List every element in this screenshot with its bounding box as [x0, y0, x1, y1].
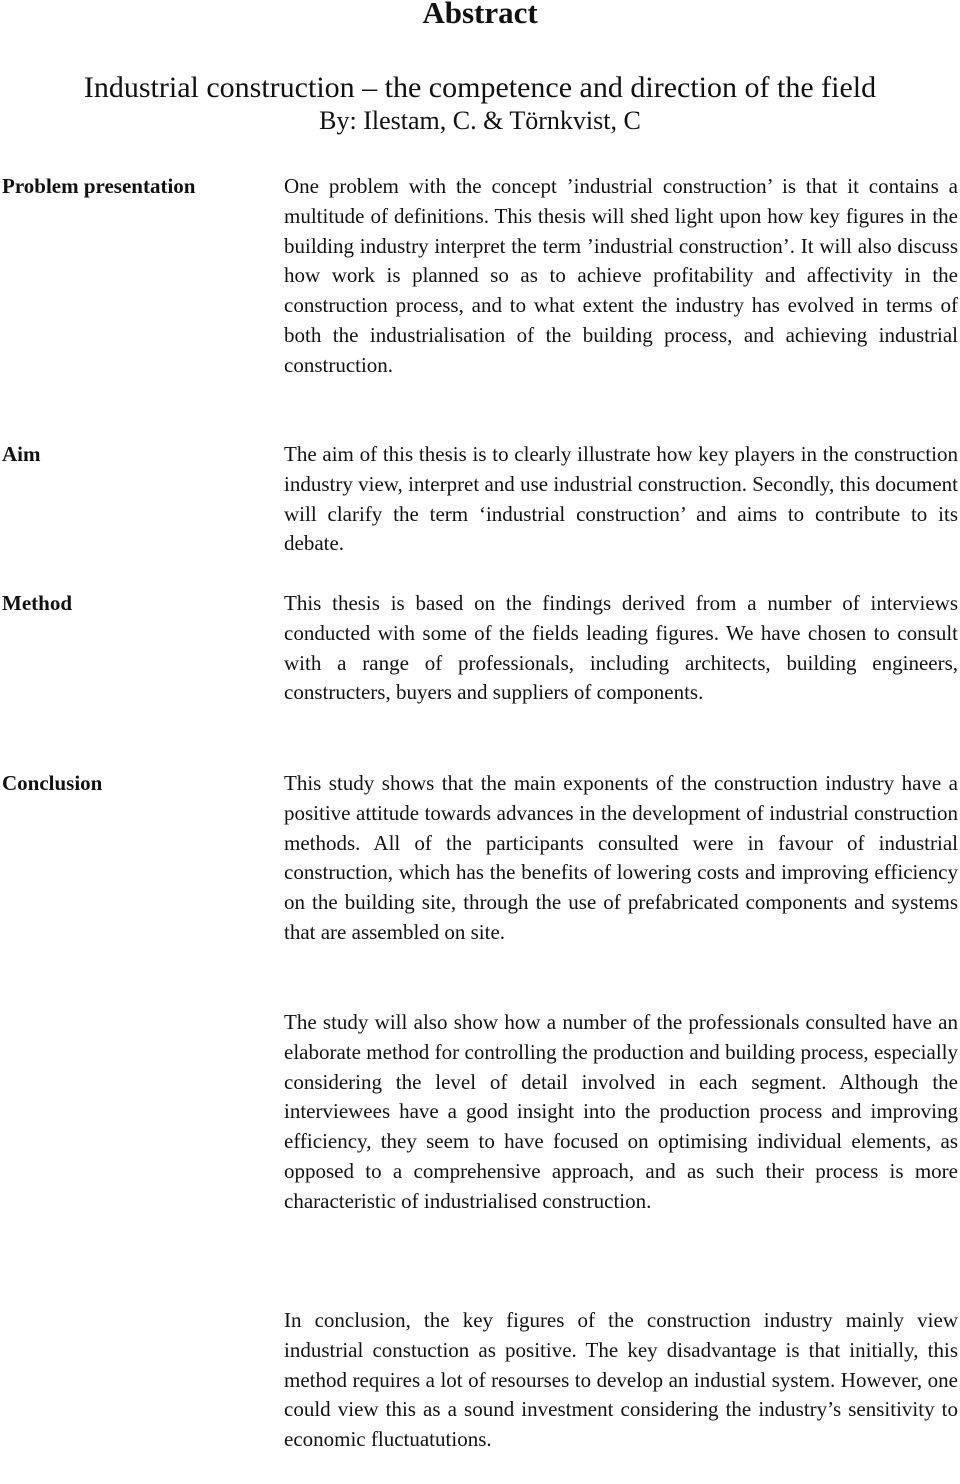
- conclusion-paragraph-3: In conclusion, the key figures of the construction industry mainly view industrial constuction as positive. The key disadvantage is that initially, this method requires a lot of resourses to develop an industial system. However, one could view this as a sound investment considering the industry’s sensitivity to economic fluctuatutions.: [284, 1308, 958, 1452]
- page-title: Abstract: [422, 0, 538, 30]
- section-text-problem: One problem with the concept ’industrial construction’ is that it contains a multitude of definitions. This thesis will shed light upon how key figures in the building industry interpret the term ’industrial construction’. It will also discuss how work is planned so as to achieve profitability and affectivity in the construction process, and to what extent the industry has evolved in terms of both the industrialisation of the building process, and achieving industrial construction.: [284, 174, 958, 377]
- section-text-aim: The aim of this thesis is to clearly illustrate how key players in the construction industry view, interpret and use industrial construction. Secondly, this document will clarify the term ‘industrial construction’ and aims to contribute to its debate.: [284, 442, 958, 556]
- paper-title: Industrial construction – the competence and direction of the field: [83, 71, 877, 104]
- conclusion-paragraph-2: The study will also show how a number of the professionals consulted have an elaborate method for controlling the production and building process, especially considering the level of detail involved in each segment. Although the interviewees have a good insight into the production process and improving efficiency, they seem to have focused on optimising individual elements, as opposed to a comprehensive approach, and as such their process is more characteristic of industrialised construction.: [284, 1010, 958, 1213]
- section-label-problem: Problem presentation: [2, 174, 196, 198]
- section-label-aim: Aim: [2, 442, 41, 466]
- section-label-method: Method: [2, 591, 72, 615]
- section-label-conclusion: Conclusion: [2, 771, 103, 795]
- conclusion-paragraph-1: This study shows that the main exponents of the construction industry have a positive attitude towards advances in the development of industrial construction methods. All of the participants consulted were in favour of industrial construction, which has the benefits of lowering costs and improving efficiency on the building site, through the use of prefabricated components and systems that are assembled on site.: [284, 771, 958, 944]
- author-line: By: Ilestam, C. & Törnkvist, C: [319, 106, 641, 135]
- section-text-method: This thesis is based on the findings derived from a number of interviews conducted with some of the fields leading figures. We have chosen to consult with a range of professionals, including architects, building engineers, constructers, buyers and suppliers of components.: [284, 591, 958, 705]
